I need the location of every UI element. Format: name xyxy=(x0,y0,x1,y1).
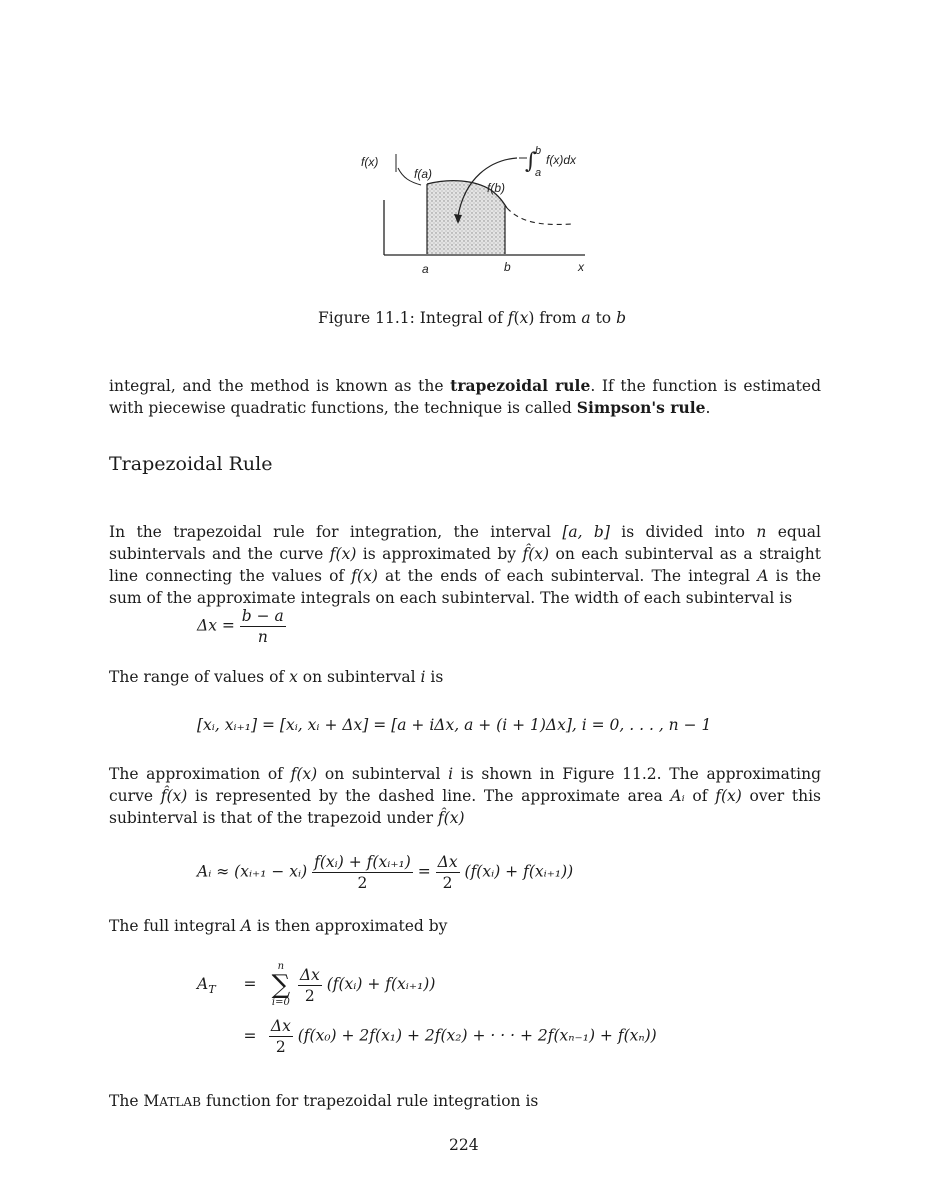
equation-range: [xᵢ, xᵢ₊₁] = [xᵢ, xᵢ + Δx] = [a + iΔx, a + (i + 1)Δx], i = 0, . . . , n − 1 xyxy=(197,716,712,734)
integral-upper-b: b xyxy=(535,145,542,157)
axis-x-label: x xyxy=(578,260,584,274)
integral-expression: f(x)dx xyxy=(546,153,576,167)
section-heading: Trapezoidal Rule xyxy=(109,453,273,475)
intro-paragraph: integral, and the method is known as the trapezoidal rule. If the function is estimated with piecewise quadratic functions, the technique is called Simpson's rule. xyxy=(109,376,821,417)
equation-full-expanded: = $\frac{\Delta x}{2}$ (f(x₀) + 2f(x₁) + 2f(x₂) + · · · + 2f(xₙ₋₁) + f(xₙ)) xyxy=(243,1017,657,1056)
axis-a-label: a xyxy=(422,262,429,275)
equation-delta-x: Δx = $\frac{b - a}{n}$ xyxy=(197,607,284,646)
integral-sign: ∫ xyxy=(525,149,537,174)
trapezoid-intro-paragraph: In the trapezoidal rule for integration, the interval [a, b] is divided into n equal subintervals and the curve f(x) is approximated by f̂(x) on each subinterval as a straight line connecting the values of f(x) at the ends of each subinterval. The integral A is the sum of the approximate integrals on each subinterval. The width of each subinterval is xyxy=(109,523,821,607)
function-curve-dashed xyxy=(507,208,571,224)
full-integral-paragraph: The full integral A is then approximated by xyxy=(109,917,448,935)
matlab-paragraph: The MATLAB function for trapezoidal rule integration is xyxy=(109,1092,539,1110)
integral-lower-a: a xyxy=(535,167,542,179)
axis-b-label: b xyxy=(504,260,511,274)
approximation-paragraph: The approximation of f(x) on subinterval i is shown in Figure 11.2. The approximating curve f̂(x) is represented by the dashed line. The approximate area Aᵢ of f(x) over this subinterval is that of the trapezoid under f̂(x) xyxy=(109,765,821,827)
page-number: 224 xyxy=(449,1136,479,1154)
fb-label: f(b) xyxy=(487,181,505,195)
equation-full-sum: $A_T$ = n ∑ i=0 $\frac{\Delta x}{2}$ (f(xᵢ) + f(xᵢ₊₁)) xyxy=(197,961,436,1008)
fa-label: f(a) xyxy=(414,167,432,181)
integral-figure xyxy=(355,140,595,275)
fx-axis-label: f(x) xyxy=(361,155,379,169)
range-paragraph: The range of values of x on subinterval i is xyxy=(109,668,444,686)
figure-caption: Figure 11.1: Integral of f(x) from a to b xyxy=(318,309,627,327)
equation-trapezoid-area: Aᵢ ≈ (xᵢ₊₁ − xᵢ) $\frac{\text{f(xᵢ) + f(xᵢ₊₁)}}{2}$ = $\frac{\Delta x}{2}$ (f(xᵢ) + f(xᵢ₊₁)) xyxy=(197,853,574,892)
